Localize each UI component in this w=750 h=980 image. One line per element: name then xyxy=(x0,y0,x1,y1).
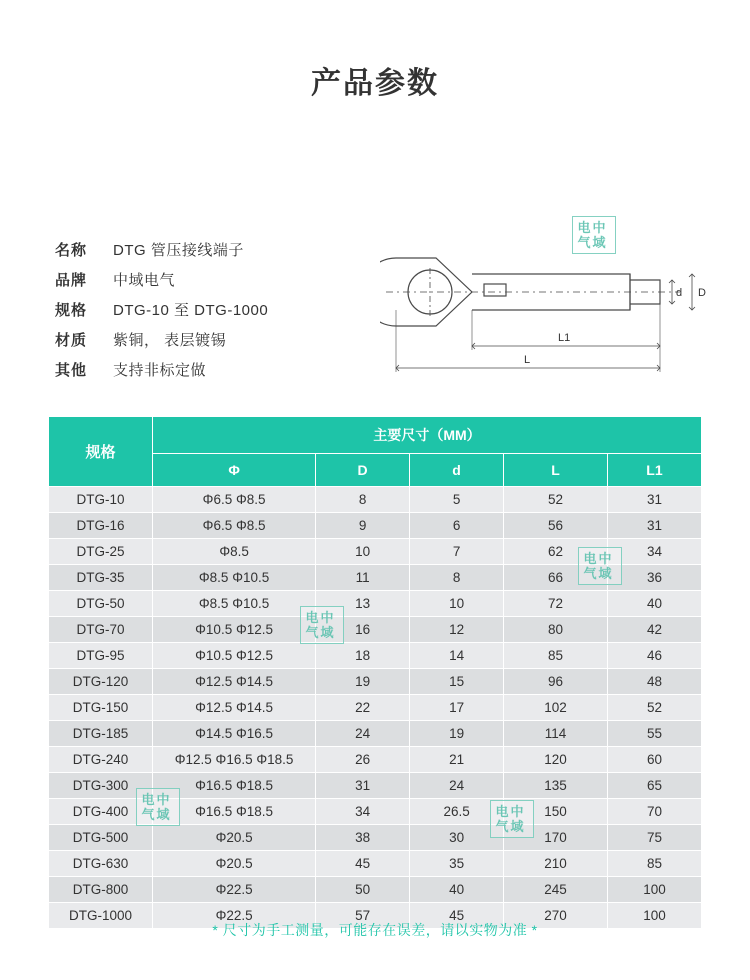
cell-L1: 75 xyxy=(607,825,701,851)
watermark-char: 中 xyxy=(320,610,335,625)
table-row xyxy=(49,565,702,591)
watermark-char: 电 xyxy=(141,792,156,807)
cell-L: 102 xyxy=(504,695,608,721)
info-label: 品牌 xyxy=(55,272,88,289)
table-row xyxy=(49,591,702,617)
cell-D: 13 xyxy=(316,591,410,617)
cell-d: 7 xyxy=(410,539,504,565)
cell-L1: 46 xyxy=(607,643,701,669)
cell-D: 34 xyxy=(316,799,410,825)
cell-D: 24 xyxy=(316,721,410,747)
watermark-char: 域 xyxy=(598,566,613,581)
cell-L1: 36 xyxy=(607,565,701,591)
cell-spec: DTG-120 xyxy=(49,669,153,695)
cell-L1: 100 xyxy=(607,877,701,903)
cell-d: 8 xyxy=(410,565,504,591)
table-row xyxy=(49,487,702,513)
cell-spec: DTG-240 xyxy=(49,747,153,773)
info-value: 支持非标定做 xyxy=(113,362,207,379)
cell-phi: Φ8.5 xyxy=(153,539,316,565)
cell-L1: 52 xyxy=(607,695,701,721)
cell-d: 30 xyxy=(410,825,504,851)
cell-spec: DTG-25 xyxy=(49,539,153,565)
cell-phi: Φ8.5 Φ10.5 xyxy=(153,565,316,591)
cell-L: 62 xyxy=(504,539,608,565)
cell-L: 150 xyxy=(504,799,608,825)
cell-phi: Φ12.5 Φ14.5 xyxy=(153,695,316,721)
header-L: L xyxy=(504,454,608,487)
cell-L: 210 xyxy=(504,851,608,877)
cell-phi: Φ6.5 Φ8.5 xyxy=(153,513,316,539)
cell-d: 19 xyxy=(410,721,504,747)
cell-d: 26.5 xyxy=(410,799,504,825)
info-value: DTG-10 至 DTG-1000 xyxy=(113,302,269,319)
cell-D: 22 xyxy=(316,695,410,721)
table-row xyxy=(49,695,702,721)
cell-spec: DTG-70 xyxy=(49,617,153,643)
cell-d: 21 xyxy=(410,747,504,773)
specification-table xyxy=(48,416,702,929)
info-label: 规格 xyxy=(55,302,88,319)
header-L1: L1 xyxy=(607,454,701,487)
info-value: DTG 管压接线端子 xyxy=(113,242,244,259)
cell-L: 120 xyxy=(504,747,608,773)
watermark-char: 气 xyxy=(577,235,592,250)
header-phi: Φ xyxy=(153,454,316,487)
cell-D: 31 xyxy=(316,773,410,799)
product-diagram xyxy=(380,198,720,378)
cell-D: 11 xyxy=(316,565,410,591)
cell-L: 170 xyxy=(504,825,608,851)
cell-D: 10 xyxy=(316,539,410,565)
cell-spec: DTG-35 xyxy=(49,565,153,591)
dim-D-label: D xyxy=(698,287,706,299)
cell-D: 19 xyxy=(316,669,410,695)
cell-phi: Φ10.5 Φ12.5 xyxy=(153,643,316,669)
cell-phi: Φ22.5 xyxy=(153,877,316,903)
cell-L: 245 xyxy=(504,877,608,903)
cell-L1: 42 xyxy=(607,617,701,643)
cell-d: 24 xyxy=(410,773,504,799)
cell-L: 114 xyxy=(504,721,608,747)
table-row xyxy=(49,799,702,825)
cell-L1: 85 xyxy=(607,851,701,877)
cell-L: 135 xyxy=(504,773,608,799)
cell-phi: Φ16.5 Φ18.5 xyxy=(153,773,316,799)
cell-L: 56 xyxy=(504,513,608,539)
cell-D: 50 xyxy=(316,877,410,903)
watermark-char: 气 xyxy=(583,566,598,581)
table-row xyxy=(49,539,702,565)
cell-L: 52 xyxy=(504,487,608,513)
header-D: D xyxy=(316,454,410,487)
cell-phi: Φ20.5 xyxy=(153,825,316,851)
info-row xyxy=(55,356,268,386)
cell-L: 66 xyxy=(504,565,608,591)
info-label: 材质 xyxy=(55,332,88,349)
table-row xyxy=(49,669,702,695)
dim-L-label: L xyxy=(524,354,531,366)
cell-d: 35 xyxy=(410,851,504,877)
header-d: d xyxy=(410,454,504,487)
cell-D: 9 xyxy=(316,513,410,539)
cell-spec: DTG-400 xyxy=(49,799,153,825)
cell-d: 12 xyxy=(410,617,504,643)
table-body xyxy=(49,487,702,929)
table-row xyxy=(49,773,702,799)
cell-phi: Φ22.5 xyxy=(153,903,316,929)
product-info-block xyxy=(55,236,268,386)
cell-d: 15 xyxy=(410,669,504,695)
info-value: 紫铜， 表层镀锡 xyxy=(113,332,227,349)
info-label: 名称 xyxy=(55,242,88,259)
watermark-char: 域 xyxy=(510,819,525,834)
cell-spec: DTG-800 xyxy=(49,877,153,903)
cell-spec: DTG-1000 xyxy=(49,903,153,929)
cell-L1: 31 xyxy=(607,513,701,539)
cell-spec: DTG-16 xyxy=(49,513,153,539)
cell-d: 45 xyxy=(410,903,504,929)
watermark-char: 电 xyxy=(495,804,510,819)
table-row xyxy=(49,643,702,669)
cell-L1: 55 xyxy=(607,721,701,747)
info-row xyxy=(55,236,268,266)
terminal-drawing-svg xyxy=(380,198,720,378)
cell-spec: DTG-300 xyxy=(49,773,153,799)
info-row xyxy=(55,326,268,356)
watermark-char: 中 xyxy=(598,551,613,566)
watermark-char: 中 xyxy=(510,804,525,819)
watermark-char: 气 xyxy=(305,625,320,640)
cell-d: 5 xyxy=(410,487,504,513)
cell-D: 57 xyxy=(316,903,410,929)
cell-D: 45 xyxy=(316,851,410,877)
cell-L1: 100 xyxy=(607,903,701,929)
info-label: 其他 xyxy=(55,362,88,379)
cell-spec: DTG-185 xyxy=(49,721,153,747)
header-spec: 规格 xyxy=(49,417,153,487)
watermark-char: 中 xyxy=(592,220,607,235)
cell-phi: Φ14.5 Φ16.5 xyxy=(153,721,316,747)
cell-L1: 65 xyxy=(607,773,701,799)
cell-d: 6 xyxy=(410,513,504,539)
table-row xyxy=(49,851,702,877)
cell-phi: Φ6.5 Φ8.5 xyxy=(153,487,316,513)
cell-D: 16 xyxy=(316,617,410,643)
table-row xyxy=(49,617,702,643)
cell-L1: 34 xyxy=(607,539,701,565)
cell-d: 17 xyxy=(410,695,504,721)
cell-D: 18 xyxy=(316,643,410,669)
cell-L: 80 xyxy=(504,617,608,643)
cell-L: 270 xyxy=(504,903,608,929)
watermark-char: 域 xyxy=(592,235,607,250)
cell-D: 8 xyxy=(316,487,410,513)
watermark-char: 域 xyxy=(320,625,335,640)
table-header-row-1 xyxy=(49,417,702,454)
table-row xyxy=(49,721,702,747)
watermark-char: 气 xyxy=(141,807,156,822)
cell-d: 10 xyxy=(410,591,504,617)
cell-L1: 48 xyxy=(607,669,701,695)
watermark-char: 电 xyxy=(305,610,320,625)
cell-L1: 60 xyxy=(607,747,701,773)
cell-L: 85 xyxy=(504,643,608,669)
header-group: 主要尺寸（MM） xyxy=(153,417,702,454)
footer-note: * 尺寸为手工测量，可能存在误差，请以实物为准 * xyxy=(212,922,538,938)
table-row xyxy=(49,877,702,903)
cell-phi: Φ12.5 Φ14.5 xyxy=(153,669,316,695)
dim-L1-label: L1 xyxy=(558,332,571,344)
cell-spec: DTG-500 xyxy=(49,825,153,851)
info-row xyxy=(55,266,268,296)
cell-D: 26 xyxy=(316,747,410,773)
table-row xyxy=(49,747,702,773)
cell-L: 72 xyxy=(504,591,608,617)
watermark-char: 气 xyxy=(495,819,510,834)
cell-phi: Φ8.5 Φ10.5 xyxy=(153,591,316,617)
cell-phi: Φ12.5 Φ16.5 Φ18.5 xyxy=(153,747,316,773)
table-row xyxy=(49,513,702,539)
cell-spec: DTG-10 xyxy=(49,487,153,513)
watermark-char: 电 xyxy=(577,220,592,235)
cell-L1: 31 xyxy=(607,487,701,513)
cell-d: 40 xyxy=(410,877,504,903)
cell-L: 96 xyxy=(504,669,608,695)
cell-phi: Φ20.5 xyxy=(153,851,316,877)
cell-spec: DTG-150 xyxy=(49,695,153,721)
cell-L1: 40 xyxy=(607,591,701,617)
watermark-char: 域 xyxy=(156,807,171,822)
watermark-char: 电 xyxy=(583,551,598,566)
dim-d-label: d xyxy=(676,287,683,299)
cell-spec: DTG-50 xyxy=(49,591,153,617)
cell-spec: DTG-95 xyxy=(49,643,153,669)
info-value: 中域电气 xyxy=(113,272,176,289)
watermark-char: 中 xyxy=(156,792,171,807)
cell-L1: 70 xyxy=(607,799,701,825)
cell-spec: DTG-630 xyxy=(49,851,153,877)
page-title: 产品参数 xyxy=(311,67,439,100)
cell-D: 38 xyxy=(316,825,410,851)
cell-phi: Φ16.5 Φ18.5 xyxy=(153,799,316,825)
table-row xyxy=(49,825,702,851)
info-row xyxy=(55,296,268,326)
cell-d: 14 xyxy=(410,643,504,669)
cell-phi: Φ10.5 Φ12.5 xyxy=(153,617,316,643)
